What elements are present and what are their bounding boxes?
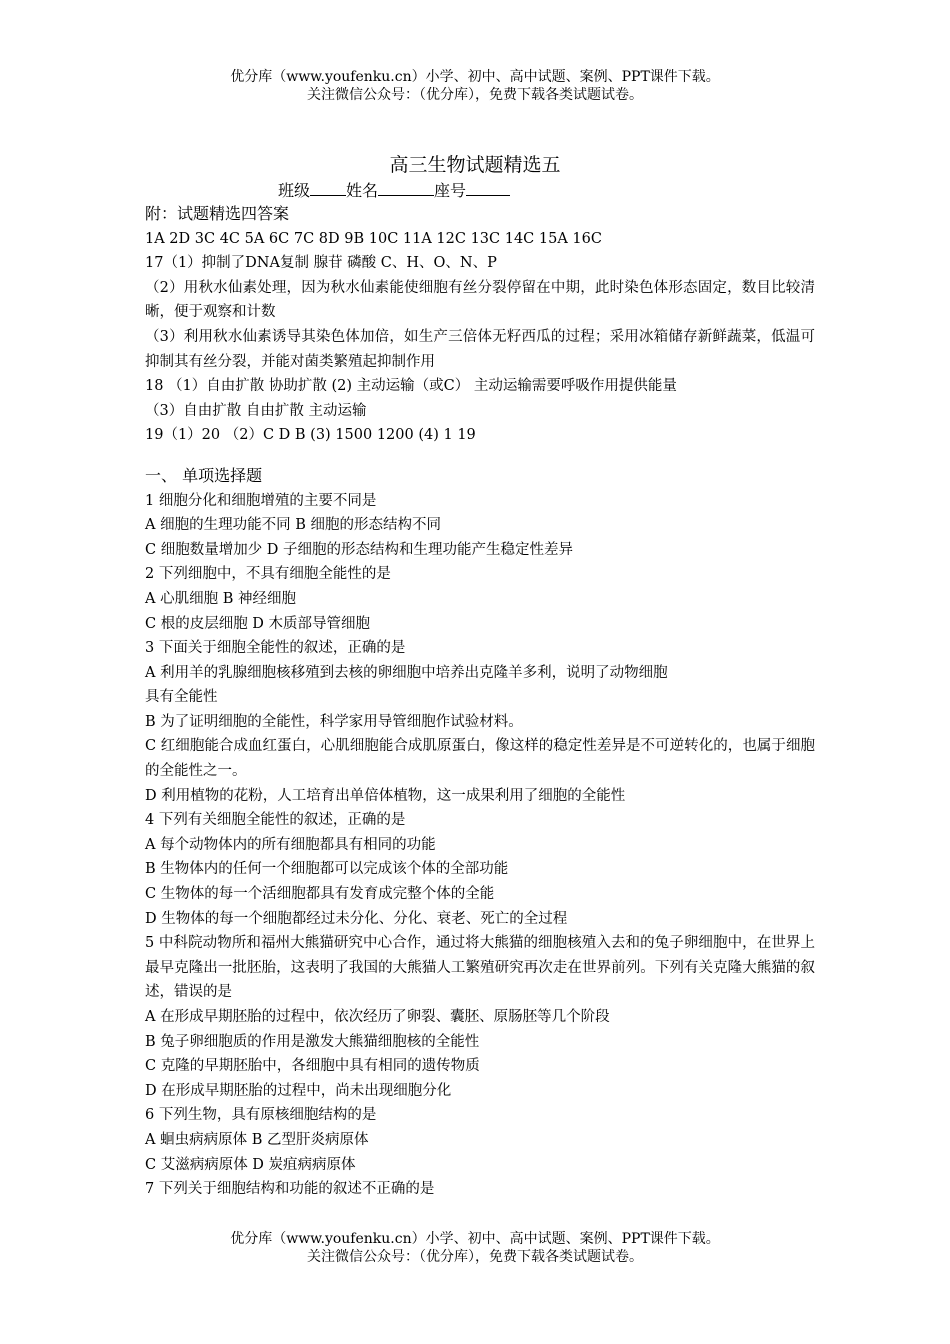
student-info-line (278, 178, 510, 201)
name-label: 姓名 (346, 181, 379, 200)
question-line: 具有全能性 (145, 689, 218, 706)
class-blank (310, 181, 346, 196)
question-line: A 在形成早期胚胎的过程中，依次经历了卵裂、囊胚、原肠胚等几个阶段 (145, 1009, 610, 1025)
question-line: C 细胞数量增加少 D 子细胞的形态结构和生理功能产生稳定性差异 (145, 541, 574, 558)
page-footer (0, 1230, 950, 1266)
question-line: A 每个动物体内的所有细胞都具有相同的功能 (145, 836, 436, 853)
question-line: C 生物体的每一个活细胞都具有发育成完整个体的全能 (145, 886, 495, 903)
question-line: C 克隆的早期胚胎中，各细胞中具有相同的遗传物质 (145, 1058, 480, 1075)
question-line: 7 下列关于细胞结构和功能的叙述不正确的是 (145, 1181, 435, 1198)
question-5-stem: 5 中科院动物所和福州大熊猫研究中心合作，通过将大熊猫的细胞核殖入去和的兔子卵细胞中，在世界上最早克隆出一批胚胎，这表明了我国的大熊猫人工繁殖研究再次走在世界前列。下列有关克隆大熊猫的叙述，错误的是 (145, 935, 815, 1001)
answer-18-1: 18 （1）自由扩散 协助扩散 (2) 主动运输（或C） 主动运输需要呼吸作用提供能量 (145, 378, 677, 395)
answers-heading: 附：试题精选四答案 (145, 204, 290, 223)
question-line: B 生物体内的任何一个细胞都可以完成该个体的全部功能 (145, 861, 509, 878)
answer-19: 19（1）20 （2）C D B (3) 1500 1200 (4) 1 19 (145, 427, 476, 444)
question-line: A 利用羊的乳腺细胞核移殖到去核的卵细胞中培养出克隆羊多利，说明了动物细胞 (145, 664, 668, 681)
question-line: A 蛔虫病病原体 B 乙型肝炎病原体 (145, 1131, 369, 1148)
footer-line-2: 关注微信公众号：（优分库），免费下载各类试题试卷。 (307, 1249, 643, 1265)
question-line: B 为了证明细胞的全能性，科学家用导管细胞作试验材料。 (145, 713, 523, 730)
question-line: D 生物体的每一个细胞都经过未分化、分化、衰老、死亡的全过程 (145, 910, 568, 927)
footer-line-1: 优分库（www.youfenku.cn）小学、初中、高中试题、案例、PPT课件下载。 (230, 1231, 720, 1247)
question-line: 3 下面关于细胞全能性的叙述，正确的是 (145, 640, 406, 657)
header-line-1: 优分库（www.youfenku.cn）小学、初中、高中试题、案例、PPT课件下载。 (230, 69, 720, 85)
question-line: D 利用植物的花粉，人工培育出单倍体植物，这一成果利用了细胞的全能性 (145, 787, 626, 804)
seat-label: 座号 (434, 181, 467, 200)
answer-17-2: （2）用秋水仙素处理，因为秋水仙素能使细胞有丝分裂停留在中期，此时染色体形态固定，数目比较清晰，便于观察和计数 (145, 279, 815, 321)
answer-17-3: （3）利用秋水仙素诱导其染色体加倍，如生产三倍体无籽西瓜的过程；采用冰箱储存新鲜蔬菜，低温可抑制其有丝分裂，并能对菌类繁殖起抑制作用 (145, 328, 815, 370)
question-3-option-c: C 红细胞能合成血红蛋白，心肌细胞能合成肌原蛋白，像这样的稳定性差异是不可逆转化的，也属于细胞的全能性之一。 (145, 738, 815, 780)
section-heading: 一、 单项选择题 (145, 465, 263, 485)
name-blank (378, 181, 434, 196)
question-line: A 心肌细胞 B 神经细胞 (145, 590, 296, 607)
answers-line-1: 1A 2D 3C 4C 5A 6C 7C 8D 9B 10C 11A 12C 13C 14C 15A 16C (145, 230, 602, 247)
page-title: 高三生物试题精选五 (389, 154, 561, 176)
answer-17-1: 17（1）抑制了DNA复制 腺苷 磷酸 C、H、O、N、P (145, 255, 497, 272)
question-line: 6 下列生物，具有原核细胞结构的是 (145, 1107, 377, 1124)
page-header (0, 68, 950, 104)
question-line: A 细胞的生理功能不同 B 细胞的形态结构不同 (145, 517, 441, 534)
seat-blank (466, 181, 510, 196)
class-label: 班级 (278, 181, 311, 200)
question-line: B 兔子卵细胞质的作用是激发大熊猫细胞核的全能性 (145, 1033, 480, 1050)
question-line: D 在形成早期胚胎的过程中，尚未出现细胞分化 (145, 1082, 452, 1099)
question-line: C 根的皮层细胞 D 木质部导管细胞 (145, 615, 371, 632)
question-line: 2 下列细胞中，不具有细胞全能性的是 (145, 566, 391, 583)
question-line: 4 下列有关细胞全能性的叙述，正确的是 (145, 812, 406, 829)
header-line-2: 关注微信公众号：（优分库），免费下载各类试题试卷。 (307, 87, 643, 103)
question-line: C 艾滋病病原体 D 炭疽病病原体 (145, 1156, 356, 1173)
document-body (145, 202, 815, 1202)
question-line: 1 细胞分化和细胞增殖的主要不同是 (145, 492, 377, 509)
answer-18-2: （3）自由扩散 自由扩散 主动运输 (145, 402, 367, 419)
